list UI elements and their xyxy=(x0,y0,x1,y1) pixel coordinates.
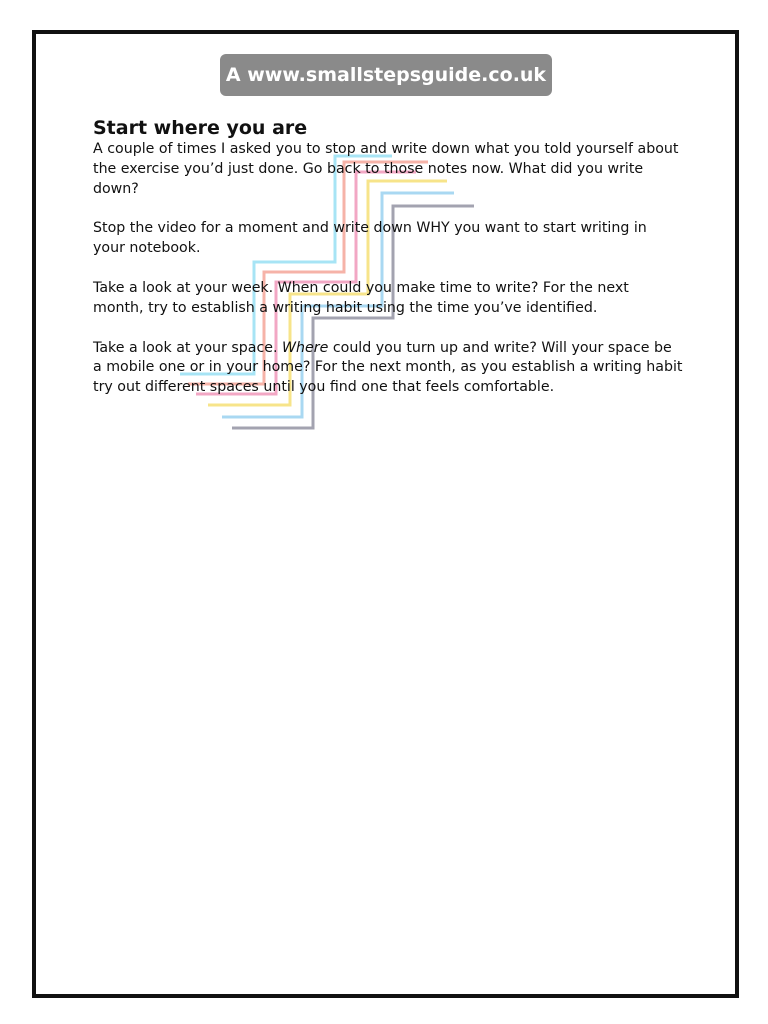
paragraph-notes: A couple of times I asked you to stop and write down what you told yourself about the exercise you’d just done. Go back to those notes now. What did you write down? xyxy=(93,141,679,197)
paragraph-space-rest: could you turn up and write? Will your space be a mobile one or in your home? For the next month, as you establish a writing habit try out different spaces until you find one that feels comfortable. xyxy=(93,339,683,396)
paragraph-why-write: Stop the video for a moment and write down WHY you want to start writing in your notebook. xyxy=(93,220,647,257)
site-url-badge: A www.smallstepsguide.co.uk xyxy=(220,54,552,96)
section-title: Start where you are xyxy=(93,117,308,139)
paragraph-space-lead: Take a look at your space. xyxy=(93,339,283,356)
paragraph-week: Take a look at your week. When could you make time to write? For the next month, try to establish a writing habit using the time you’ve identified. xyxy=(93,279,629,316)
article-content xyxy=(93,116,683,418)
paragraph-space xyxy=(93,339,683,398)
paragraph-space-emphasis: Where xyxy=(282,339,329,356)
